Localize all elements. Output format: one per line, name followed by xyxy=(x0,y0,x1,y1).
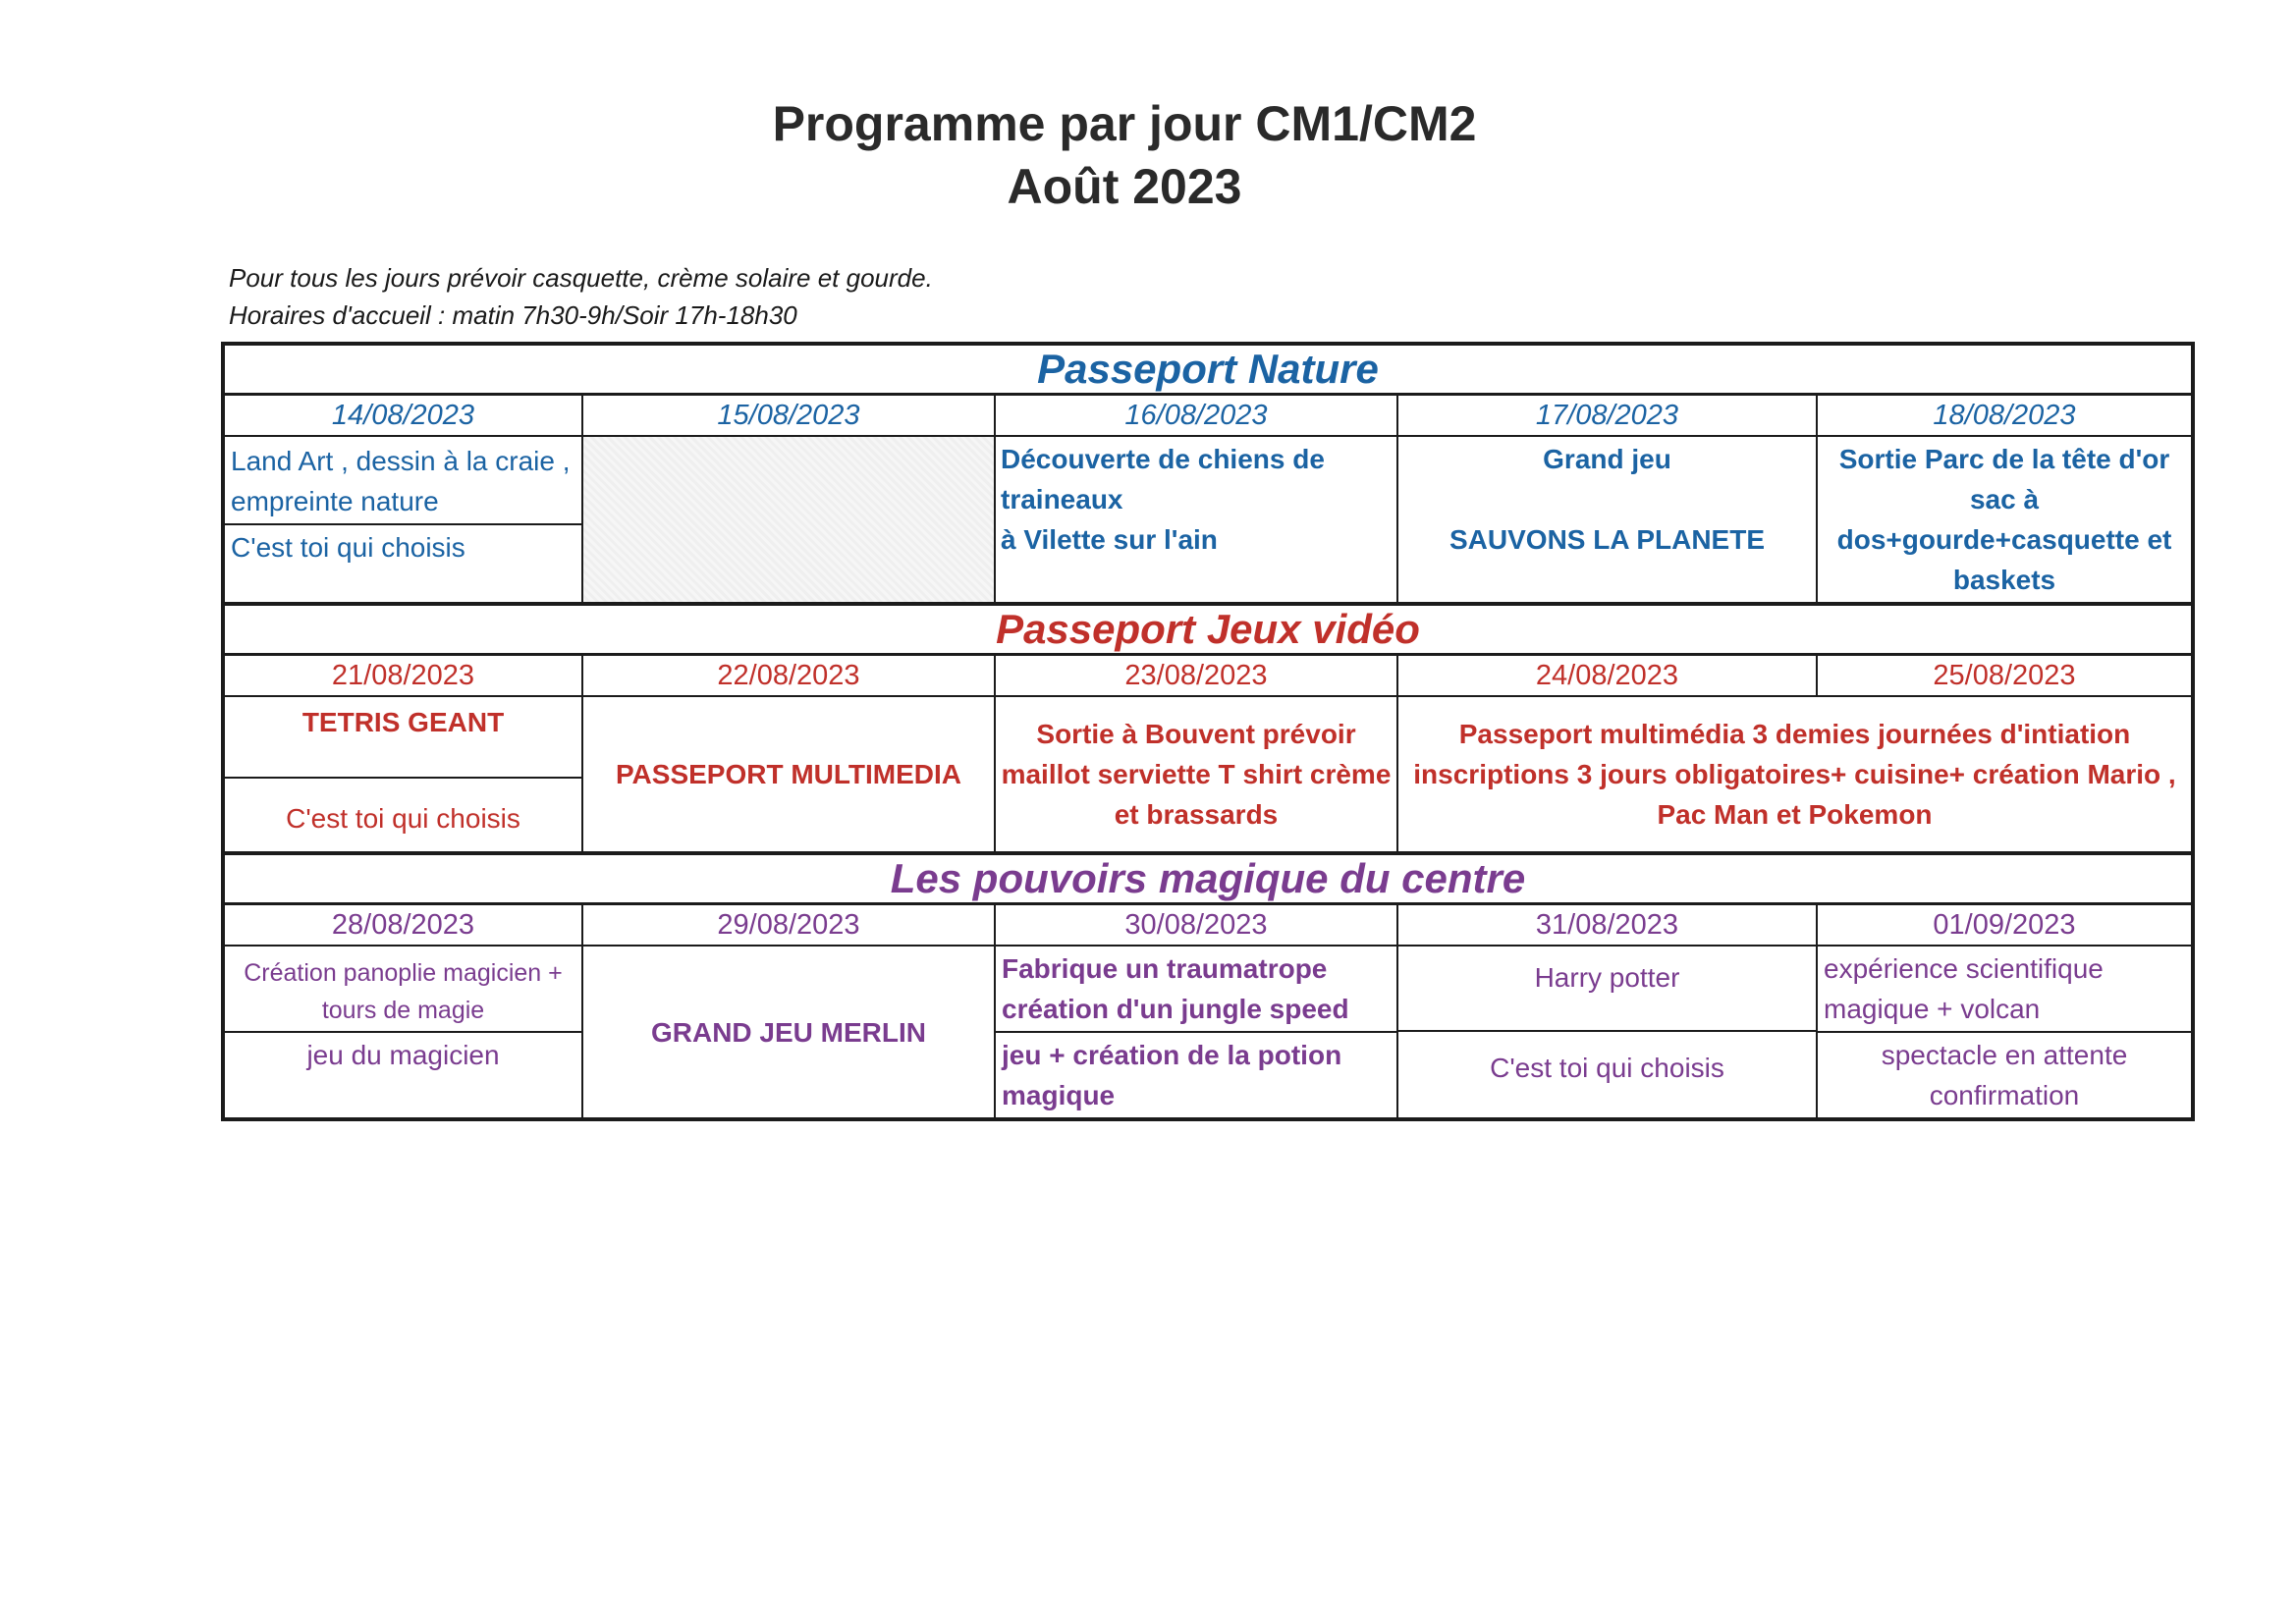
page-subtitle: Août 2023 xyxy=(1007,159,1242,214)
date-cell: 14/08/2023 xyxy=(223,395,582,437)
activity-morning: Harry potter xyxy=(1534,962,1680,993)
section-title-nature: Passeport Nature xyxy=(223,344,2193,395)
activity-cell xyxy=(223,696,582,853)
section-header-row xyxy=(223,344,2193,395)
activity-afternoon: jeu du magicien xyxy=(225,1031,581,1111)
note-line-hours: Horaires d'accueil : matin 7h30-9h/Soir 17h-18h30 xyxy=(229,300,797,330)
date-cell: 17/08/2023 xyxy=(1397,395,1817,437)
date-cell: 29/08/2023 xyxy=(582,904,995,947)
activity-afternoon: à Vilette sur l'ain xyxy=(1001,524,1218,555)
activity-cell-merged: Passeport multimédia 3 demies journées d'intiation inscriptions 3 jours obligatoires+ cuisine+ création Mario , Pac Man et Pokemon xyxy=(1397,696,2193,853)
activity-cell: Sortie Parc de la tête d'or sac à dos+gourde+casquette et baskets xyxy=(1817,436,2193,604)
note-line-equipment: Pour tous les jours prévoir casquette, crème solaire et gourde. xyxy=(229,263,933,293)
activity-morning: Grand jeu xyxy=(1543,444,1671,474)
date-cell: 24/08/2023 xyxy=(1397,655,1817,697)
activity-morning: Fabrique un traumatrope création d'un jungle speed xyxy=(1002,953,1349,1024)
date-cell: 18/08/2023 xyxy=(1817,395,2193,437)
date-cell: 31/08/2023 xyxy=(1397,904,1817,947)
date-cell: 16/08/2023 xyxy=(995,395,1397,437)
date-cell: 15/08/2023 xyxy=(582,395,995,437)
activity-cell xyxy=(995,946,1397,1119)
activity-row xyxy=(223,436,2193,604)
date-cell: 23/08/2023 xyxy=(995,655,1397,697)
activity-cell xyxy=(1397,436,1817,604)
date-cell: 21/08/2023 xyxy=(223,655,582,697)
date-cell: 28/08/2023 xyxy=(223,904,582,947)
section-title-video: Passeport Jeux vidéo xyxy=(223,604,2193,655)
activity-cell-empty xyxy=(582,436,995,604)
activity-afternoon: C'est toi qui choisis xyxy=(225,777,581,849)
date-row xyxy=(223,904,2193,947)
page-title: Programme par jour CM1/CM2 xyxy=(772,96,1477,151)
activity-cell xyxy=(223,946,582,1119)
activity-afternoon: jeu + création de la potion magique xyxy=(996,1031,1396,1117)
activity-cell: Sortie à Bouvent prévoir maillot serviette T shirt crème et brassards xyxy=(995,696,1397,853)
activity-morning: TETRIS GEANT xyxy=(301,706,505,737)
activity-morning: Création panoplie magicien + tours de magie xyxy=(244,959,563,1024)
activity-cell: GRAND JEU MERLIN xyxy=(582,946,995,1119)
activity-cell xyxy=(223,436,582,604)
date-cell: 30/08/2023 xyxy=(995,904,1397,947)
activity-row xyxy=(223,946,2193,1119)
schedule-table xyxy=(221,342,2195,1121)
title-block xyxy=(0,92,2249,218)
activity-cell xyxy=(1397,946,1817,1119)
activity-morning: Land Art , dessin à la craie , empreinte nature xyxy=(231,446,571,516)
activity-cell: PASSEPORT MULTIMEDIA xyxy=(582,696,995,853)
date-cell: 25/08/2023 xyxy=(1817,655,2193,697)
date-row xyxy=(223,655,2193,697)
date-cell: 22/08/2023 xyxy=(582,655,995,697)
activity-morning: Découverte de chiens de traineaux xyxy=(1001,444,1325,514)
section-header-row xyxy=(223,604,2193,655)
activity-morning: expérience scientifique magique + volcan xyxy=(1824,953,2104,1024)
activity-cell xyxy=(995,436,1397,604)
notes xyxy=(229,259,933,334)
section-title-magic: Les pouvoirs magique du centre xyxy=(223,853,2193,904)
date-cell: 01/09/2023 xyxy=(1817,904,2193,947)
activity-afternoon: spectacle en attente confirmation xyxy=(1818,1031,2191,1117)
activity-afternoon: C'est toi qui choisis xyxy=(1398,1030,1816,1109)
activity-afternoon: SAUVONS LA PLANETE xyxy=(1449,524,1765,555)
activity-row xyxy=(223,696,2193,853)
date-row xyxy=(223,395,2193,437)
activity-afternoon: C'est toi qui choisis xyxy=(225,523,581,600)
activity-cell xyxy=(1817,946,2193,1119)
section-header-row xyxy=(223,853,2193,904)
